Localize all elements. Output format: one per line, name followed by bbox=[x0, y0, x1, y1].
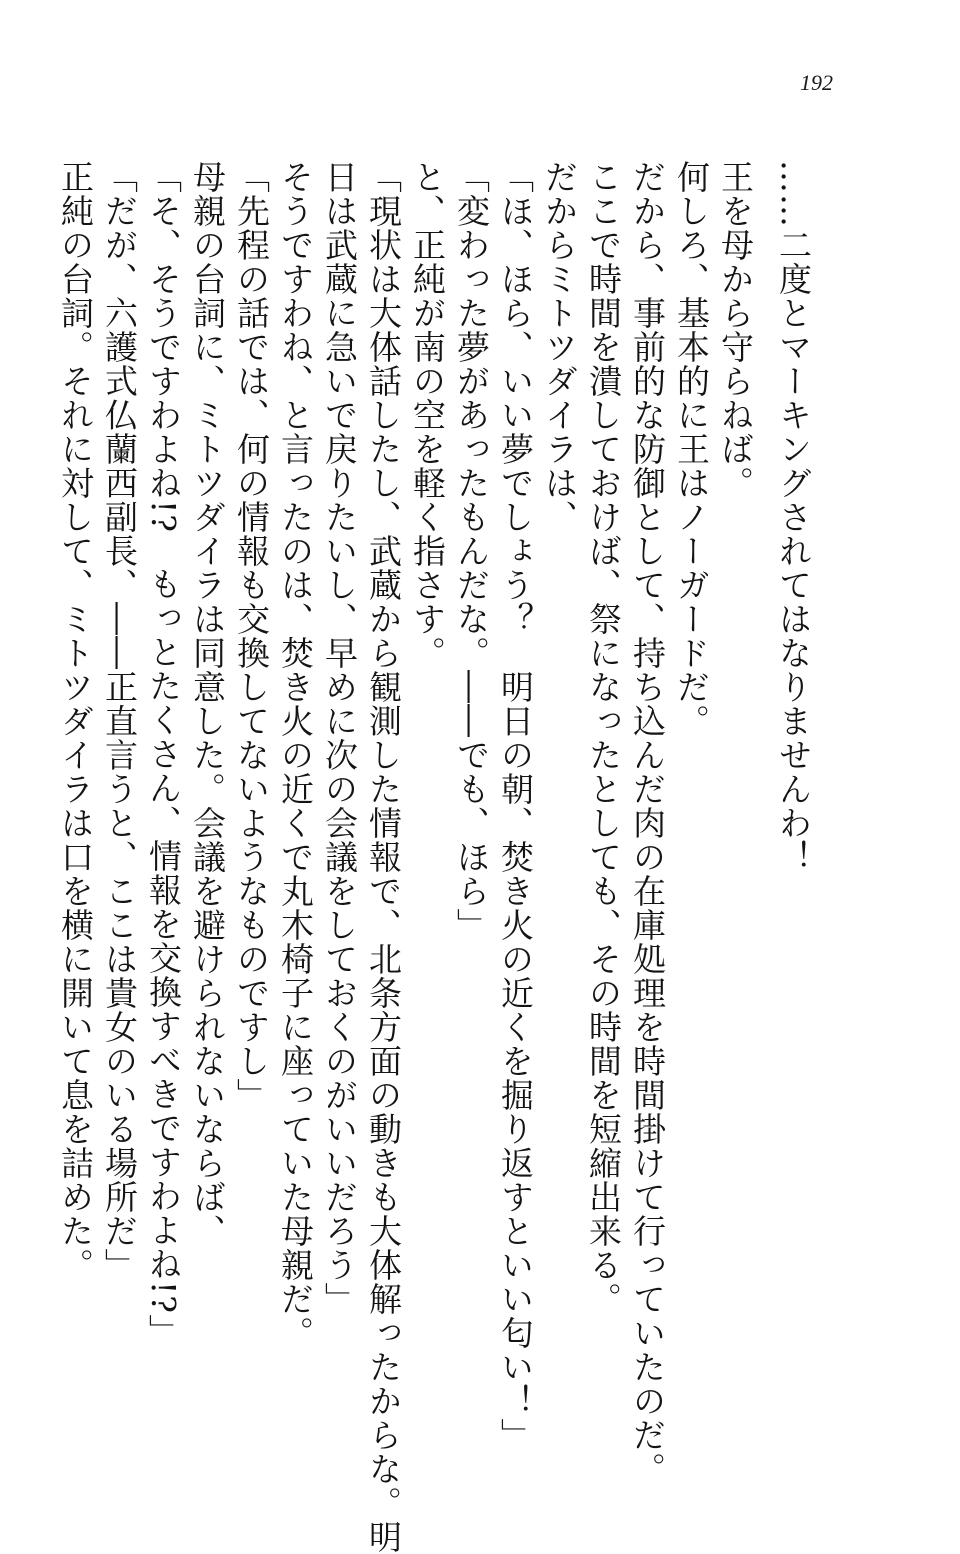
text-line: 「変わった夢があったもんだな。――でも、ほら」 bbox=[452, 160, 491, 942]
text-line: 「先程の話では、何の情報も交換してないようなものですし」 bbox=[232, 160, 271, 1112]
text-line: 王を母から守らねば。 bbox=[716, 160, 755, 500]
page-number: 192 bbox=[800, 70, 833, 95]
text-line: 「現状は大体話したし、武蔵から観測した情報で、北条方面の動きも大体解ったからな。明 bbox=[364, 160, 403, 1554]
text-line: 「ほ、ほら、いい夢でしょう？ 明日の朝、焚き火の近くを掘り返すといい匂い！」 bbox=[496, 160, 535, 1452]
text-line: 母親の台詞に、ミトツダイラは同意した。会議を避けられないならば、 bbox=[188, 160, 227, 1248]
text-line: 「そ、そうですわよね!? もっとたくさん、情報を交換すべきですわよね!?」 bbox=[144, 160, 183, 1348]
text-line: ここで時間を潰しておけば、祭になったとしても、その時間を短縮出来る。 bbox=[584, 160, 623, 1316]
text-line: 正純の台詞。それに対して、ミトツダイラは口を横に開いて息を詰めた。 bbox=[56, 160, 95, 1282]
text-line: 何しろ、基本的に王はノーガードだ。 bbox=[672, 160, 711, 738]
text-line: ……二度とマーキングされてはなりませんわ！ bbox=[774, 160, 813, 874]
text-line: そうですわね、と言ったのは、焚き火の近くで丸木椅子に座っていた母親だ。 bbox=[276, 160, 315, 1350]
text-line: 「だが、六護式仏蘭西副長、――正直言うと、ここは貴女のいる場所だ」 bbox=[100, 160, 139, 1282]
text-line: 日は武蔵に急いで戻りたいし、早めに次の会議をしておくのがいいだろう」 bbox=[320, 160, 359, 1316]
text-line: だからミトツダイラは、 bbox=[540, 160, 579, 534]
text-line: だから、事前的な防御として、持ち込んだ肉の在庫処理を時間掛けて行っていたのだ。 bbox=[628, 160, 667, 1486]
body-text bbox=[56, 160, 813, 1554]
text-line: と、正純が南の空を軽く指さす。 bbox=[408, 160, 447, 670]
